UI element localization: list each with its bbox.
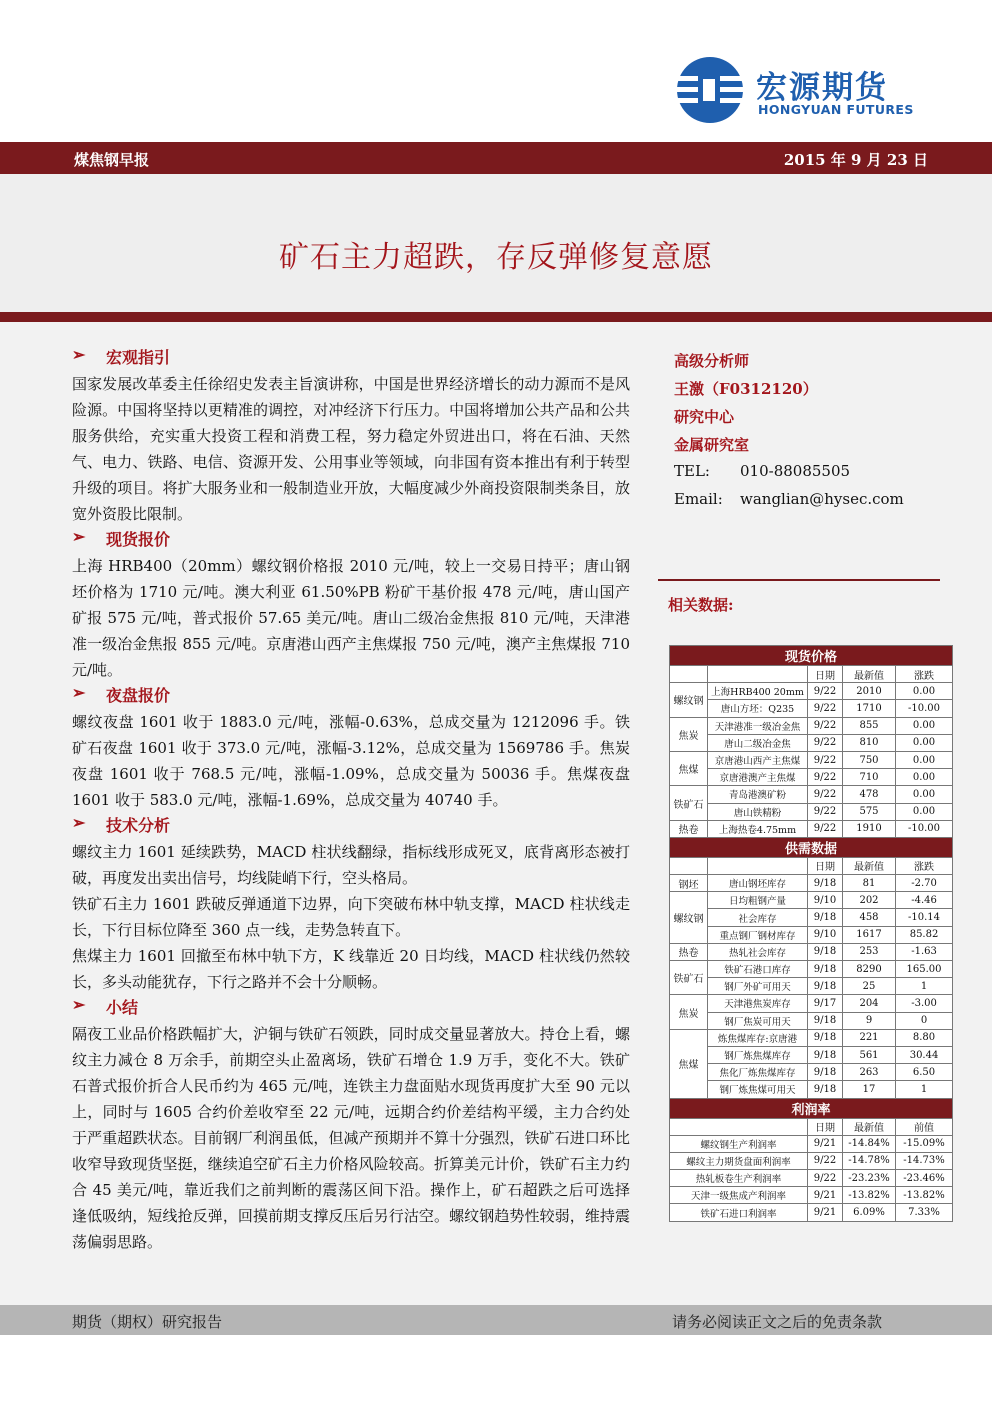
blank-cell <box>708 666 808 683</box>
item-name: 焦化厂炼焦煤库存 <box>708 1064 808 1081</box>
row-group-label: 螺纹钢 <box>670 892 708 944</box>
row-group-label: 焦炭 <box>670 717 708 751</box>
item-change: -2.70 <box>896 875 953 892</box>
column-label: 日期 <box>808 666 843 683</box>
item-change: 8.80 <box>896 1029 953 1046</box>
table-row <box>670 875 953 892</box>
item-value: 458 <box>843 909 896 926</box>
column-label: 最新值 <box>843 1118 896 1135</box>
item-value: 855 <box>843 717 896 734</box>
item-date: 9/21 <box>808 1204 843 1221</box>
table-row <box>670 961 953 978</box>
item-name: 日均粗钢产量 <box>708 892 808 909</box>
item-name: 京唐港澳产主焦煤 <box>708 769 808 786</box>
item-name: 唐山铁精粉 <box>708 803 808 820</box>
item-date: 9/10 <box>808 926 843 943</box>
section-heading: 夜盘报价 <box>106 686 171 705</box>
item-date: 9/18 <box>808 1012 843 1029</box>
table-row <box>670 1029 953 1046</box>
section-heading: 宏观指引 <box>106 348 171 367</box>
item-value: 750 <box>843 751 896 768</box>
report-date: 2015 年 9 月 23 日 <box>783 151 928 169</box>
row-group-label: 钢坯 <box>670 875 708 892</box>
right-divider <box>658 579 940 581</box>
item-name: 上海热卷4.75mm <box>708 820 808 837</box>
item-date: 9/18 <box>808 978 843 995</box>
blank-cell <box>670 1118 808 1135</box>
table-row <box>670 1012 953 1029</box>
footer-disclaimer[interactable]: 请务必阅读正文之后的免责条款 <box>671 1313 882 1331</box>
item-change: -10.00 <box>896 820 953 837</box>
section-paragraph: 焦煤主力 1601 回撤至布林中轨下方，K 线靠近 20 日均线，MACD 柱状线仍然较长，多头动能犹存，下行之路并不会十分顺畅。 <box>72 947 630 991</box>
item-value: -23.23% <box>843 1170 896 1187</box>
item-date: 9/22 <box>808 786 843 803</box>
section-macro <box>72 345 630 527</box>
item-value: 204 <box>843 995 896 1012</box>
item-date: 9/22 <box>808 734 843 751</box>
table-row <box>670 1064 953 1081</box>
item-change: 0.00 <box>896 717 953 734</box>
item-change: -4.46 <box>896 892 953 909</box>
item-change: 165.00 <box>896 961 953 978</box>
table-section-header <box>670 1098 953 1118</box>
item-change: 0 <box>896 1012 953 1029</box>
row-group-label: 热卷 <box>670 820 708 837</box>
section-heading: 技术分析 <box>106 816 171 835</box>
arrow-icon: ➢ <box>72 995 86 1014</box>
row-group-label: 焦炭 <box>670 995 708 1029</box>
column-label: 日期 <box>808 1118 843 1135</box>
analyst-role: 高级分析师 <box>674 352 750 370</box>
section-night <box>72 683 630 813</box>
item-change: 1 <box>896 978 953 995</box>
footer-band <box>0 1305 992 1335</box>
item-date: 9/22 <box>808 769 843 786</box>
item-value: 2010 <box>843 683 896 700</box>
column-label: 涨跌 <box>896 857 953 874</box>
column-label: 最新值 <box>843 666 896 683</box>
row-group-label: 螺纹钢 <box>670 683 708 717</box>
blank-cell <box>708 857 808 874</box>
table-row <box>670 769 953 786</box>
table-column-header <box>670 1118 953 1135</box>
table-row <box>670 1046 953 1063</box>
section-paragraph: 上海 HRB400（20mm）螺纹钢价格报 2010 元/吨，较上一交易日持平；唐山钢坯价格为 1710 元/吨。澳大利亚 61.50%PB 粉矿干基价报 478 元/吨，唐山国产矿报 575 元/吨，普式报价 57.65 美元/吨。唐山二级冶金焦报 810 元/吨，天津港准一级冶金焦报 855 元/吨。京唐港山西产主焦煤报 750 元/吨，澳产主焦煤报 710 元/吨。 <box>72 557 630 679</box>
item-date: 9/18 <box>808 875 843 892</box>
item-name: 钢厂外矿可用天 <box>708 978 808 995</box>
item-value: 263 <box>843 1064 896 1081</box>
item-change: 85.82 <box>896 926 953 943</box>
item-date: 9/18 <box>808 1064 843 1081</box>
table-row <box>670 683 953 700</box>
tel-label: TEL: <box>674 462 710 480</box>
item-date: 9/22 <box>808 820 843 837</box>
item-value: 17 <box>843 1081 896 1098</box>
table-row <box>670 1187 953 1204</box>
item-name: 京唐港山西产主焦煤 <box>708 751 808 768</box>
item-date: 9/10 <box>808 892 843 909</box>
item-value: -14.78% <box>843 1152 896 1169</box>
item-value: 1710 <box>843 700 896 717</box>
section-paragraph: 螺纹夜盘 1601 收于 1883.0 元/吨，涨幅-0.63%，总成交量为 1212096 手。铁矿石夜盘 1601 收于 373.0 元/吨，涨幅-3.12%，总成交量为 1569786 手。焦炭夜盘 1601 收于 768.5 元/吨，涨幅-1.09%，总成交量为 50036 手。焦煤夜盘 1601 收于 583.0 元/吨，涨幅-1.69%，总成交量为 40740 手。 <box>72 713 630 809</box>
item-change: 0.00 <box>896 803 953 820</box>
column-label: 涨跌 <box>896 666 953 683</box>
item-value: 810 <box>843 734 896 751</box>
item-name: 炼焦煤库存:京唐港 <box>708 1029 808 1046</box>
table-row <box>670 943 953 960</box>
item-date: 9/18 <box>808 1046 843 1063</box>
row-group-label: 铁矿石 <box>670 786 708 820</box>
item-previous: -13.82% <box>896 1187 953 1204</box>
section-paragraph: 隔夜工业品价格跌幅扩大，沪铜与铁矿石领跌，同时成交量显著放大。持仓上看，螺纹主力减仓 8 万余手，前期空头止盈离场，铁矿石增仓 1.9 万手，变化不大。铁矿石普式报价折合人民币约为 465 元/吨，连铁主力盘面贴水现货再度扩大至 90 元以上，同时与 1605 合约价差收窄至 22 元/吨，远期合约价差结构平缓，主力合约处于严重超跌状态。目前钢厂利润虽低，但减产预期并不算十分强烈，铁矿石进口环比收窄导致现货坚挺，继续追空矿石主力价格风险较高。折算美元计价，铁矿石主力约合 45 美元/吨，靠近我们之前判断的震荡区间下沿。操作上，矿石超跌之后可选择逢低吸纳，短线抢反弹，回摸前期支撑反压后另行沽空。螺纹钢趋势性较弱，维持震荡偏弱思路。 <box>72 1025 630 1251</box>
item-change: 0.00 <box>896 734 953 751</box>
table-row <box>670 786 953 803</box>
item-value: 710 <box>843 769 896 786</box>
item-change: -10.00 <box>896 700 953 717</box>
row-group-label: 焦煤 <box>670 1029 708 1098</box>
analyst-dept: 研究中心 <box>674 408 735 426</box>
item-name: 唐山方坯：Q235 <box>708 700 808 717</box>
table-section-header <box>670 646 953 666</box>
table-row <box>670 1135 953 1152</box>
item-name: 天津港焦炭库存 <box>708 995 808 1012</box>
blank-cell <box>670 857 708 874</box>
table-section-title: 利润率 <box>670 1098 953 1118</box>
table-column-header <box>670 666 953 683</box>
analyst-info <box>674 350 974 518</box>
table-row <box>670 717 953 734</box>
item-name: 天津一级焦成产利润率 <box>670 1187 808 1204</box>
title-area <box>0 174 992 312</box>
report-type: 煤焦钢早报 <box>74 151 150 169</box>
item-change: 0.00 <box>896 786 953 803</box>
logo-text-en: HONGYUAN FUTURES <box>758 102 914 117</box>
tel-value: 010-88085505 <box>740 462 851 480</box>
item-previous: -15.09% <box>896 1135 953 1152</box>
table-section-title: 现货价格 <box>670 646 953 666</box>
table-row <box>670 978 953 995</box>
item-value: 1617 <box>843 926 896 943</box>
item-name: 社会库存 <box>708 909 808 926</box>
item-name: 螺纹主力期货盘面利润率 <box>670 1152 808 1169</box>
row-group-label: 热卷 <box>670 943 708 960</box>
section-technical <box>72 813 630 995</box>
item-name: 天津港准一级冶金焦 <box>708 717 808 734</box>
analyst-sub-dept: 金属研究室 <box>674 436 750 454</box>
table-row <box>670 1170 953 1187</box>
arrow-icon: ➢ <box>72 683 86 702</box>
item-date: 9/18 <box>808 1081 843 1098</box>
footer-report-type: 期货（期权）研究报告 <box>72 1313 223 1331</box>
item-previous: 7.33% <box>896 1204 953 1221</box>
table-section-title: 供需数据 <box>670 837 953 857</box>
item-value: 221 <box>843 1029 896 1046</box>
item-date: 9/22 <box>808 803 843 820</box>
item-name: 螺纹钢生产利润率 <box>670 1135 808 1152</box>
item-value: 81 <box>843 875 896 892</box>
table-row <box>670 892 953 909</box>
item-name: 唐山二级冶金焦 <box>708 734 808 751</box>
logo-text-cn: 宏源期货 <box>756 70 888 106</box>
table-section-header <box>670 837 953 857</box>
item-name: 钢厂焦炭可用天 <box>708 1012 808 1029</box>
table-row <box>670 1152 953 1169</box>
section-paragraph: 铁矿石主力 1601 跌破反弹通道下边界，向下突破布林中轨支撑，MACD 柱状线走长，下行目标位降至 360 点一线，走势急转直下。 <box>72 895 630 939</box>
item-change: 30.44 <box>896 1046 953 1063</box>
column-label: 前值 <box>896 1118 953 1135</box>
item-date: 9/21 <box>808 1187 843 1204</box>
item-value: 478 <box>843 786 896 803</box>
item-value: -14.84% <box>843 1135 896 1152</box>
item-name: 热轧板卷生产利润率 <box>670 1170 808 1187</box>
item-date: 9/22 <box>808 1152 843 1169</box>
row-group-label: 铁矿石 <box>670 961 708 995</box>
item-change: 0.00 <box>896 683 953 700</box>
analyst-tel <box>674 462 974 490</box>
item-name: 热轧社会库存 <box>708 943 808 960</box>
table-row <box>670 1081 953 1098</box>
main-content <box>72 345 630 1255</box>
row-group-label: 焦煤 <box>670 751 708 785</box>
table-column-header <box>670 857 953 874</box>
item-name: 唐山钢坯库存 <box>708 875 808 892</box>
item-value: -13.82% <box>843 1187 896 1204</box>
item-name: 铁矿石港口库存 <box>708 961 808 978</box>
report-title: 矿石主力超跌，存反弹修复意愿 <box>279 240 713 275</box>
item-date: 9/18 <box>808 909 843 926</box>
item-name: 重点钢厂钢材库存 <box>708 926 808 943</box>
arrow-icon: ➢ <box>72 527 86 546</box>
table-row <box>670 700 953 717</box>
item-date: 9/22 <box>808 683 843 700</box>
item-date: 9/22 <box>808 1170 843 1187</box>
analyst-name: 王激（F0312120） <box>674 380 818 398</box>
table-row <box>670 909 953 926</box>
item-name: 铁矿石进口利润率 <box>670 1204 808 1221</box>
item-name: 钢厂炼焦煤库存 <box>708 1046 808 1063</box>
title-divider <box>0 312 992 322</box>
section-summary <box>72 995 630 1255</box>
section-heading: 小结 <box>106 998 139 1017</box>
header-band <box>0 142 992 174</box>
item-date: 9/18 <box>808 961 843 978</box>
item-change: 0.00 <box>896 751 953 768</box>
blank-cell <box>670 666 708 683</box>
item-name: 青岛港澳矿粉 <box>708 786 808 803</box>
arrow-icon: ➢ <box>72 345 86 364</box>
section-paragraph: 螺纹主力 1601 延续跌势，MACD 柱状线翻绿，指标线形成死叉，底背离形态被打破，再度发出卖出信号，均线陡峭下行，空头格局。 <box>72 843 630 887</box>
section-heading: 现货报价 <box>106 530 171 549</box>
item-date: 9/17 <box>808 995 843 1012</box>
item-value: 202 <box>843 892 896 909</box>
email-value[interactable]: wanglian@hysec.com <box>740 490 904 508</box>
table-row <box>670 734 953 751</box>
item-date: 9/22 <box>808 717 843 734</box>
table-row <box>670 803 953 820</box>
item-change: 6.50 <box>896 1064 953 1081</box>
table-row <box>670 820 953 837</box>
item-change: -10.14 <box>896 909 953 926</box>
section-spot <box>72 527 630 683</box>
item-value: 6.09% <box>843 1204 896 1221</box>
table-row <box>670 926 953 943</box>
related-data-label: 相关数据: <box>668 596 734 614</box>
section-paragraph: 国家发展改革委主任徐绍史发表主旨演讲称，中国是世界经济增长的动力源而不是风险源。中国将坚持以更精准的调控，对冲经济下行压力。中国将增加公共产品和公共服务供给，充实重大投资工程和消费工程，努力稳定外贸进出口，将在石油、天然气、电力、铁路、电信、资源开发、公用事业等领域，向非国有资本推出有利于转型升级的项目。将扩大服务业和一般制造业开放，大幅度减少外商投资限制类条目，放宽外资股比限制。 <box>72 375 630 523</box>
item-date: 9/22 <box>808 700 843 717</box>
table-row <box>670 1204 953 1221</box>
company-logo <box>676 56 936 126</box>
item-value: 8290 <box>843 961 896 978</box>
item-change: 1 <box>896 1081 953 1098</box>
table-row <box>670 751 953 768</box>
item-value: 561 <box>843 1046 896 1063</box>
item-value: 25 <box>843 978 896 995</box>
analyst-email <box>674 490 974 518</box>
email-label: Email: <box>674 490 723 508</box>
item-value: 253 <box>843 943 896 960</box>
market-data-table <box>669 645 953 1222</box>
column-label: 日期 <box>808 857 843 874</box>
item-value: 1910 <box>843 820 896 837</box>
item-name: 钢厂炼焦煤可用天 <box>708 1081 808 1098</box>
item-change: 0.00 <box>896 769 953 786</box>
column-label: 最新值 <box>843 857 896 874</box>
item-value: 9 <box>843 1012 896 1029</box>
logo-mark-icon <box>676 56 744 124</box>
item-change: -3.00 <box>896 995 953 1012</box>
item-date: 9/22 <box>808 751 843 768</box>
item-date: 9/21 <box>808 1135 843 1152</box>
item-previous: -14.73% <box>896 1152 953 1169</box>
item-change: -1.63 <box>896 943 953 960</box>
item-name: 上海HRB400 20mm <box>708 683 808 700</box>
item-date: 9/18 <box>808 943 843 960</box>
table-row <box>670 995 953 1012</box>
arrow-icon: ➢ <box>72 813 86 832</box>
item-value: 575 <box>843 803 896 820</box>
item-date: 9/18 <box>808 1029 843 1046</box>
item-previous: -23.46% <box>896 1170 953 1187</box>
